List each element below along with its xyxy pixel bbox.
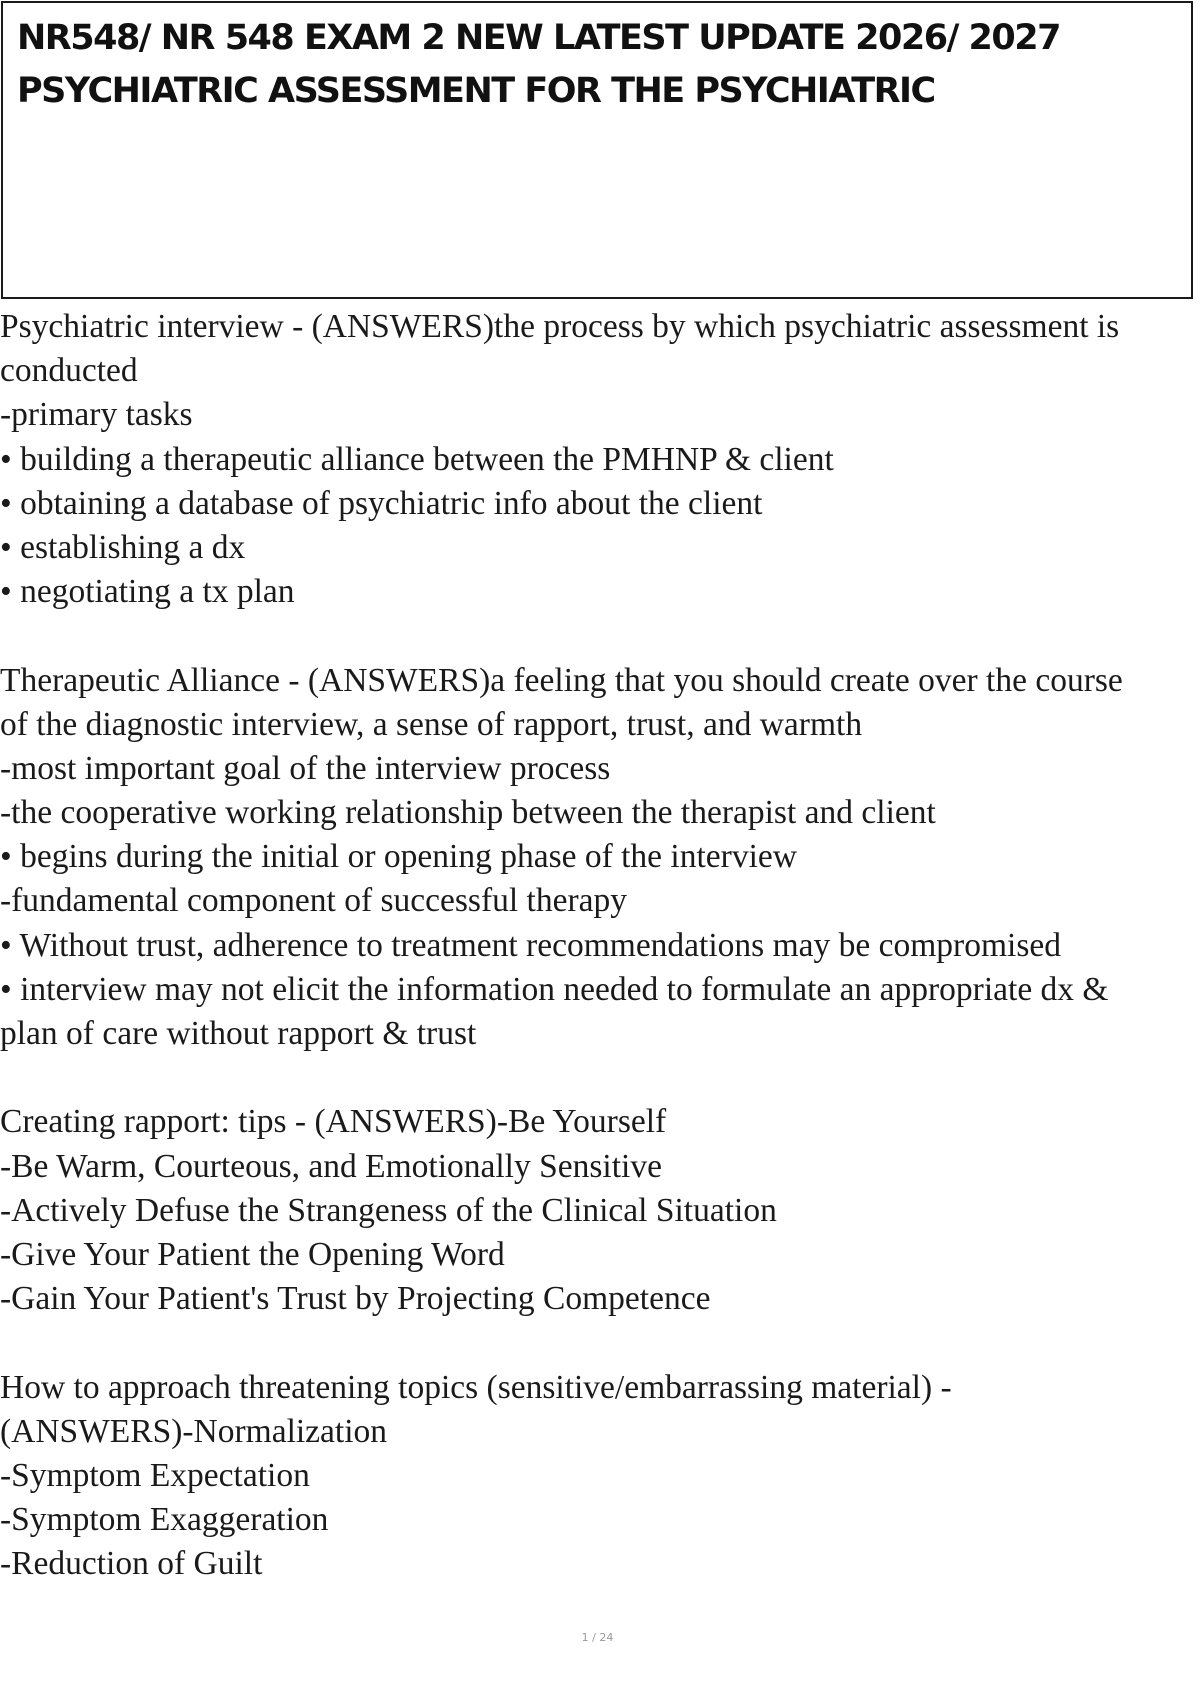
bullet-line: • begins during the initial or opening phase of the interview: [0, 838, 797, 876]
document-title-line-2: PSYCHIATRIC ASSESSMENT FOR THE PSYCHIATRIC: [17, 71, 935, 111]
text-line: plan of care without rapport & trust: [0, 1015, 477, 1052]
text-line: Creating rapport: tips - (ANSWERS)-Be Yourself: [0, 1103, 667, 1141]
bullet-line: • establishing a dx: [0, 528, 246, 566]
paragraph-gap: [0, 1321, 1195, 1365]
paragraph-gap: [0, 614, 1195, 658]
section-creating-rapport: [0, 1100, 1195, 1321]
text-line: -Symptom Expectation: [0, 1456, 310, 1494]
text-line: Psychiatric interview - (ANSWERS)the process by which psychiatric assessment is: [0, 308, 1120, 345]
text-line: conducted: [0, 352, 138, 390]
bullet-line: • interview may not elicit the information needed to formulate an appropriate dx &: [0, 970, 1109, 1008]
text-line: -Give Your Patient the Opening Word: [0, 1235, 505, 1273]
text-line: -Actively Defuse the Strangeness of the Clinical Situation: [0, 1191, 777, 1229]
text-line: Therapeutic Alliance - (ANSWERS)a feeling that you should create over the course: [0, 661, 1123, 699]
text-line: (ANSWERS)-Normalization: [0, 1412, 388, 1450]
bullet-line: • building a therapeutic alliance between the PMHNP & client: [0, 440, 834, 478]
text-line: -Gain Your Patient's Trust by Projecting Competence: [0, 1280, 711, 1318]
bullet-line: • negotiating a tx plan: [0, 573, 295, 611]
text-line: -the cooperative working relationship between the therapist and client: [0, 794, 936, 832]
text-line: -fundamental component of successful therapy: [0, 882, 627, 920]
text-line: -primary tasks: [0, 396, 193, 434]
section-psychiatric-interview: [0, 305, 1195, 614]
section-therapeutic-alliance: [0, 659, 1195, 1057]
text-line: of the diagnostic interview, a sense of rapport, trust, and warmth: [0, 705, 863, 743]
text-line: How to approach threatening topics (sensitive/embarrassing material) -: [0, 1368, 952, 1406]
text-line: -Reduction of Guilt: [0, 1545, 263, 1583]
bullet-line: • Without trust, adherence to treatment recommendations may be compromised: [0, 926, 1061, 964]
document-body: [0, 305, 1195, 1586]
document-title-line-1: NR548/ NR 548 EXAM 2 NEW LATEST UPDATE 2026/ 2027: [17, 18, 1060, 58]
text-line: -Be Warm, Courteous, and Emotionally Sensitive: [0, 1147, 662, 1185]
page-number: 1 / 24: [581, 1631, 614, 1644]
title-box: [1, 1, 1193, 299]
bullet-line: • obtaining a database of psychiatric info about the client: [0, 484, 763, 522]
text-line: -most important goal of the interview process: [0, 749, 611, 787]
paragraph-gap: [0, 1056, 1195, 1100]
section-threatening-topics: [0, 1366, 1195, 1587]
text-line: -Symptom Exaggeration: [0, 1501, 329, 1539]
